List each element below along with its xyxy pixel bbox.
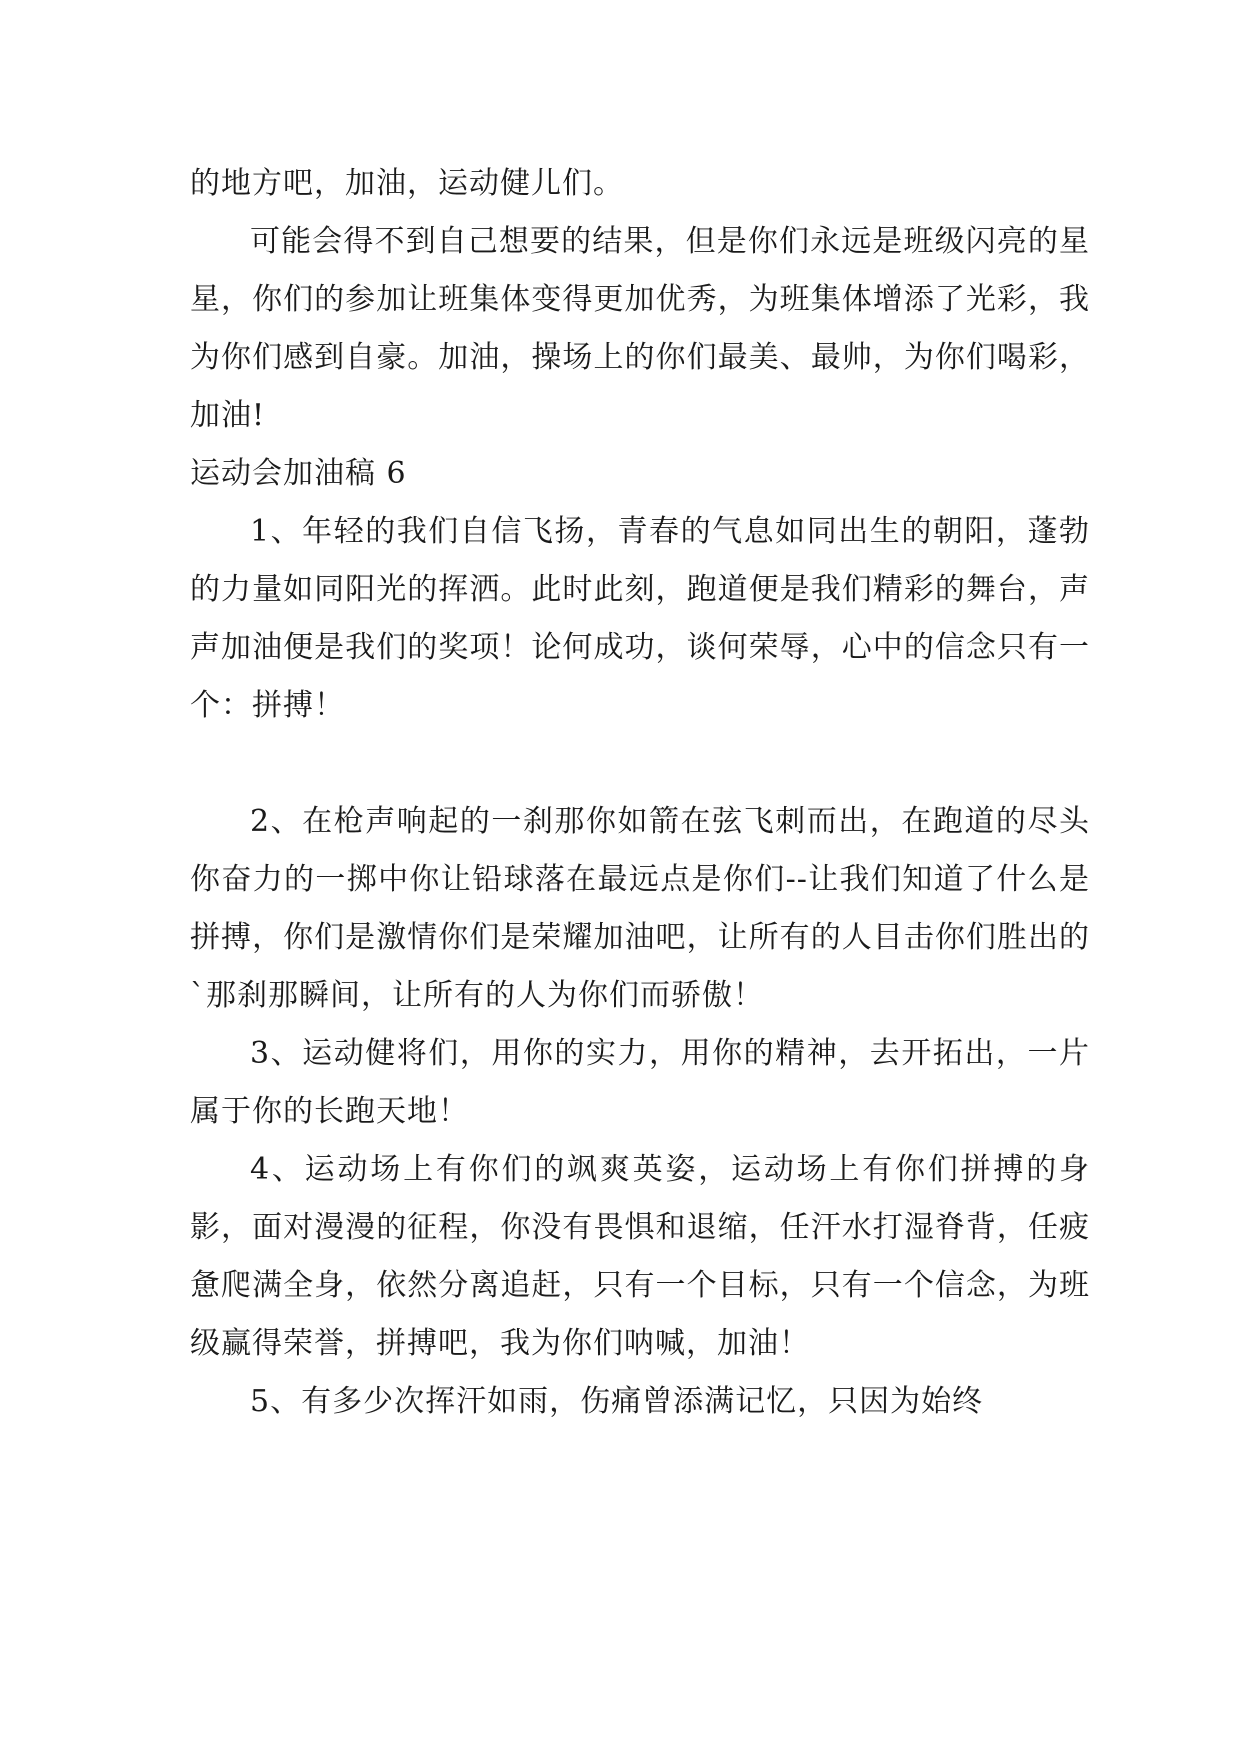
paragraph-item-3: 3、运动健将们，用你的实力，用你的精神，去开拓出，一片属于你的长跑天地！: [190, 1036, 1090, 1129]
paragraph-item-5: 5、有多少次挥汗如雨，伤痛曾添满记忆，只因为始终: [250, 1384, 984, 1419]
paragraph-cheer-intro: 可能会得不到自己想要的结果，但是你们永远是班级闪亮的星星，你们的参加让班集体变得更加优秀，为班集体增添了光彩，我为你们感到自豪。加油，操场上的你们最美、最帅，为你们喝彩，加油!: [190, 224, 1090, 433]
paragraph-item-4: 4、运动场上有你们的飒爽英姿，运动场上有你们拼搏的身影，面对漫漫的征程，你没有畏惧和退缩，任汗水打湿脊背，任疲惫爬满全身，依然分离追赶，只有一个目标，只有一个信念，为班级赢得荣誉，拼搏吧，我为你们呐喊，加油！: [190, 1152, 1090, 1361]
section-heading: 运动会加油稿 6: [190, 456, 407, 491]
paragraph-gap: [190, 735, 1090, 793]
paragraph-item-1: 1、年轻的我们自信飞扬，青春的气息如同出生的朝阳，蓬勃的力量如同阳光的挥洒。此时此刻，跑道便是我们精彩的舞台，声声加油便是我们的奖项！论何成功，谈何荣辱，心中的信念只有一个：拼搏！: [190, 514, 1090, 723]
document-body: [190, 155, 1090, 1431]
paragraph-item-2: 2、在枪声响起的一刹那你如箭在弦飞刺而出，在跑道的尽头你奋力的一掷中你让铅球落在最远点是你们--让我们知道了什么是拼搏，你们是激情你们是荣耀加油吧，让所有的人目击你们胜出的`那刹那瞬间，让所有的人为你们而骄傲！: [190, 804, 1090, 1013]
paragraph-continuation: 的地方吧，加油，运动健儿们。: [190, 166, 624, 201]
